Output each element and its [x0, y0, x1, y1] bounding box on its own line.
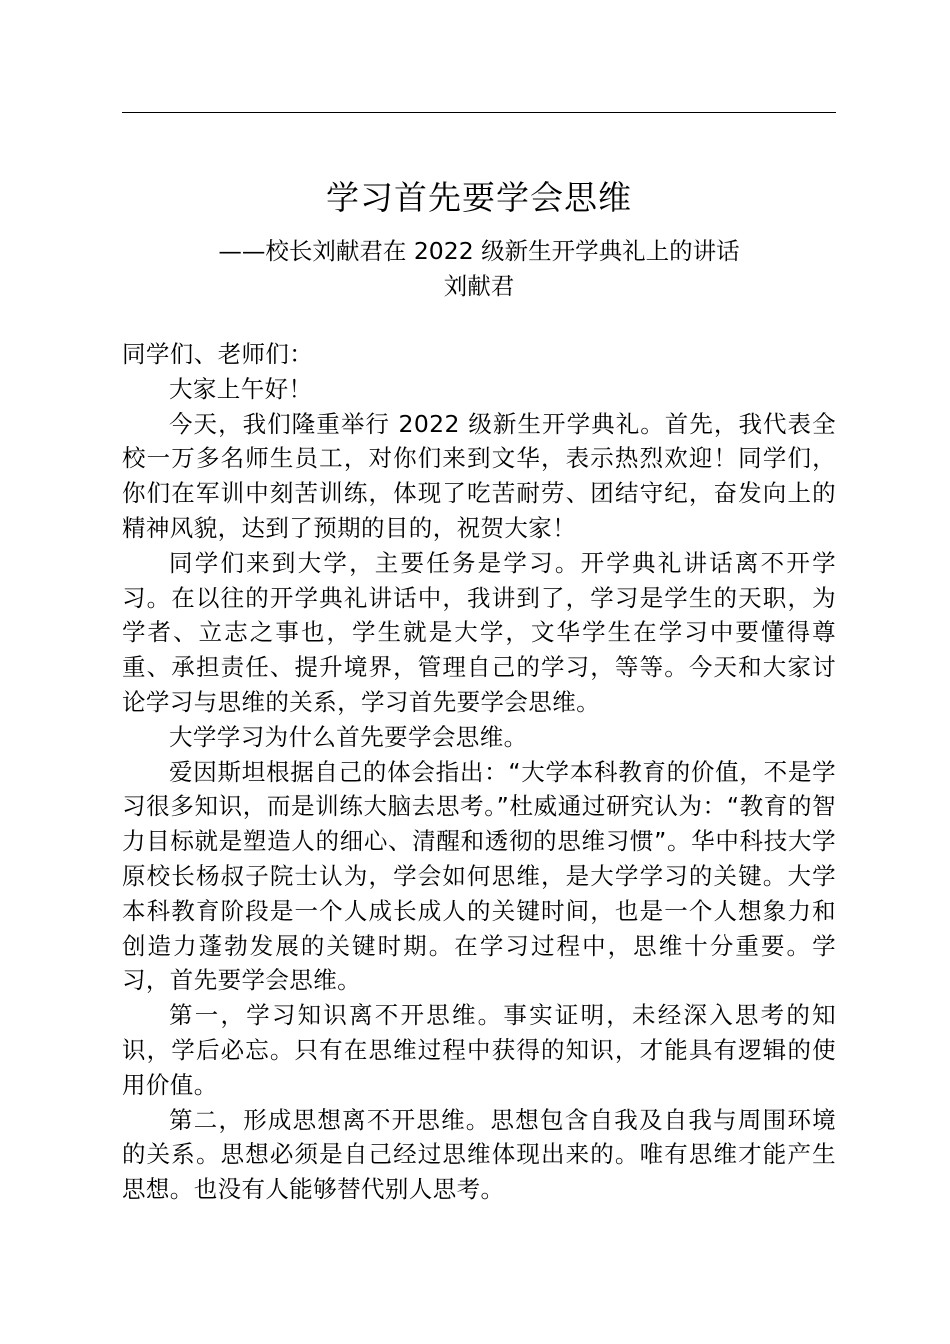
document-body — [122, 337, 836, 1207]
paragraph-greeting: 大家上午好！ — [169, 374, 313, 403]
paragraph-quotes: 爱因斯坦根据自己的体会指出：“大学本科教育的价值，不是学习很多知识，而是训练大脑去思考。”杜威通过研究认为：“教育的智力目标就是塑造人的细心、清醒和透彻的思维习惯”。华中科技大学原校长杨叔子院士认为，学会如何思维，是大学学习的关键。大学本科教育阶段是一个人成长成人的关键时间，也是一个人想象力和创造力蓬勃发展的关键时期。在学习过程中，思维十分重要。学习，首先要学会思维。 — [122, 757, 836, 995]
document-title: 学习首先要学会思维 — [326, 178, 632, 217]
document-subtitle: ——校长刘献君在 2022 级新生开学典礼上的讲话 — [218, 237, 740, 265]
paragraph-welcome: 今天，我们隆重举行 2022 级新生开学典礼。首先，我代表全校一万多名师生员工，对你们来到文华，表示热烈欢迎！同学们，你们在军训中刻苦训练，体现了吃苦耐劳、团结守纪，奋发向上的精神风貌，达到了预期的目的，祝贺大家！ — [122, 409, 836, 542]
document-author: 刘献君 — [443, 272, 515, 300]
paragraph-question: 大学学习为什么首先要学会思维。 — [169, 722, 528, 751]
header-rule — [122, 112, 836, 113]
salutation: 同学们、老师们： — [122, 340, 314, 368]
paragraph-point-two: 第二，形成思想离不开思维。思想包含自我及自我与周围环境的关系。思想必须是自己经过思维体现出来的。唯有思维才能产生思想。也没有人能够替代别人思考。 — [122, 1105, 836, 1204]
paragraph-main-task: 同学们来到大学，主要任务是学习。开学典礼讲话离不开学习。在以往的开学典礼讲话中，我讲到了，学习是学生的天职，为学者、立志之事也，学生就是大学，文华学生在学习中要懂得尊重、承担责任、提升境界，管理自己的学习，等等。今天和大家讨论学习与思维的关系，学习首先要学会思维。 — [122, 548, 836, 716]
paragraph-point-one: 第一，学习知识离不开思维。事实证明，未经深入思考的知识，学后必忘。只有在思维过程中获得的知识，才能具有逻辑的使用价值。 — [122, 1001, 836, 1099]
